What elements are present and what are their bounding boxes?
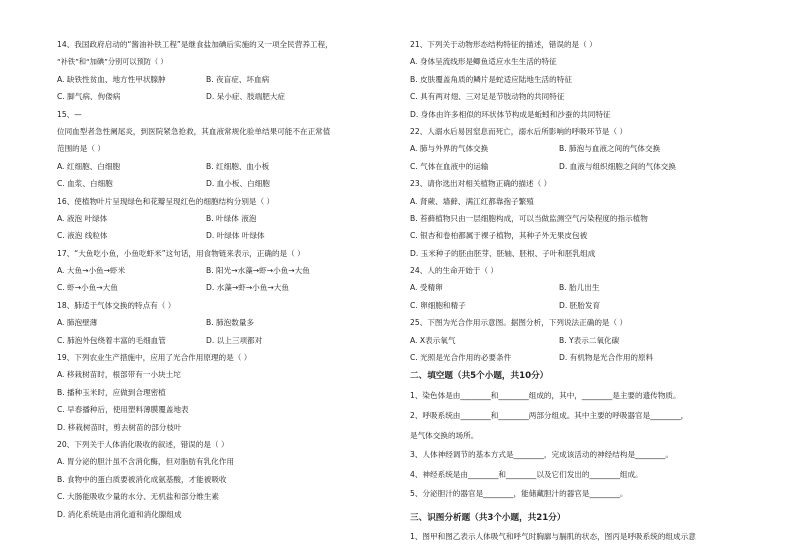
option-a: A. 身体呈流线形是鲫鱼适应水生生活的特征 bbox=[410, 57, 557, 67]
question-18-stem: 18、肺适于气体交换的特点有（ ） bbox=[57, 300, 176, 310]
option-a: A. 大鱼→小鱼→虾米 bbox=[57, 266, 126, 276]
option-d: D. 水藻→虾→小鱼→大鱼 bbox=[206, 283, 289, 293]
option-a: A. 胃分泌的胆汁虽不含消化酶，但对脂肪有乳化作用 bbox=[57, 457, 234, 467]
option-d: D. 以上三项都对 bbox=[206, 335, 263, 345]
option-c: C. 银杏和卷柏都属于裸子植物，其种子外无果皮包被 bbox=[410, 231, 588, 241]
question-16-options-row2 bbox=[57, 227, 397, 244]
option-c: C. 血浆、白细胞 bbox=[57, 179, 113, 189]
option-a: A. 红细胞、白细胞 bbox=[57, 161, 121, 171]
option-c: C. 卵细胞和精子 bbox=[410, 300, 466, 310]
option-b: B. 夜盲症、坏血病 bbox=[206, 74, 270, 84]
question-14-options-row1 bbox=[57, 71, 397, 88]
section-fill-in-title: 二、填空题（共5个小题，共10分） bbox=[410, 371, 549, 382]
option-b: B. Y表示二氧化碳 bbox=[559, 335, 620, 345]
option-c: C. 肺泡外包绕着丰富的毛细血管 bbox=[57, 335, 166, 345]
option-c: C. 气体在血液中的运输 bbox=[410, 161, 489, 171]
question-23-stem: 23、请你选出对相关植物正确的描述（ ） bbox=[410, 179, 552, 189]
option-c: C. 虾→小鱼→大鱼 bbox=[57, 283, 118, 293]
question-16-stem: 16、使植物叶片呈现绿色和花瓣呈现红色的细胞结构分别是（ ） bbox=[57, 196, 275, 206]
question-18-options-row2 bbox=[57, 332, 397, 349]
question-17-stem: 17、“大鱼吃小鱼，小鱼吃虾米”这句话，用食物链来表示，正确的是（ ） bbox=[57, 248, 305, 258]
right-column bbox=[410, 36, 755, 545]
option-d: D. 呆小症、肢端肥大症 bbox=[206, 92, 286, 102]
option-d: D. 移栽树苗时，剪去树苗的部分枝叶 bbox=[57, 422, 182, 432]
option-b: B. 阳光→水藻→虾→小鱼→大鱼 bbox=[206, 266, 310, 276]
option-d: D. 叶绿体 叶绿体 bbox=[206, 231, 265, 241]
fill-question-5: 5、分泌胆汁的器官是________，能储藏胆汁的器官是________。 bbox=[410, 489, 628, 499]
option-d: D. 消化系统是由消化道和消化腺组成 bbox=[57, 509, 182, 519]
option-d: D. 有机物是光合作用的原料 bbox=[559, 353, 654, 363]
option-b: B. 胎儿出生 bbox=[559, 283, 600, 293]
option-c: C. 早春播种后，使用塑料薄膜覆盖地表 bbox=[57, 405, 189, 415]
question-15-options-row1 bbox=[57, 158, 397, 175]
question-22-options-row2 bbox=[410, 158, 755, 175]
option-c: C. 具有两对翅、三对足是节肢动物的共同特征 bbox=[410, 92, 565, 102]
question-15-number: 15、— bbox=[57, 109, 82, 119]
option-c: C. 液泡 线粒体 bbox=[57, 231, 108, 241]
option-d: D. 玉米种子的胚由胚芽、胚轴、胚根、子叶和胚乳组成 bbox=[410, 248, 596, 258]
question-22-options-row1 bbox=[410, 140, 755, 157]
question-14-stem-2: “补铁”和“加碘”分别可以预防（ ） bbox=[57, 57, 168, 67]
option-d: D. 血小板、白细胞 bbox=[206, 179, 270, 189]
option-d: D. 胚胎发育 bbox=[559, 300, 601, 310]
fill-question-4: 4、神经系统是由________和________以及它们发出的________组成。 bbox=[410, 469, 643, 479]
spacer bbox=[410, 504, 755, 508]
question-24-options-row1 bbox=[410, 279, 755, 296]
fill-question-3: 3、人体神经调节的基本方式是________，完成该活动的神经结构是________。 bbox=[410, 450, 674, 460]
option-b: B. 肺泡数量多 bbox=[206, 318, 255, 328]
question-25-options-row1 bbox=[410, 332, 755, 349]
question-25-stem: 25、下图为光合作用示意图。据图分析，下列说法正确的是（ ） bbox=[410, 318, 628, 328]
question-17-options-row1 bbox=[57, 262, 397, 279]
question-15-stem-2: 范围的是（ ） bbox=[57, 144, 105, 154]
question-24-stem: 24、人的生命开始于（ ） bbox=[410, 266, 499, 276]
question-19-stem: 19、下列农业生产措施中，应用了光合作用原理的是（ ） bbox=[57, 353, 252, 363]
question-24-options-row2 bbox=[410, 297, 755, 314]
option-b: B. 食物中的蛋白质要被消化成氨基酸，才能被吸收 bbox=[57, 474, 227, 484]
option-a: A. X表示氧气 bbox=[410, 335, 456, 345]
figure-question-1: 1、图甲和图乙表示人体吸气和呼气时胸廓与膈肌的状态，图丙是呼吸系统的组成示意 bbox=[410, 531, 696, 541]
question-25-options-row2 bbox=[410, 349, 755, 366]
option-a: A. 缺铁性贫血、地方性甲状腺肿 bbox=[57, 74, 166, 84]
fill-question-1: 1、染色体是由________和________组成的，其中，________是主要的遗传物质。 bbox=[410, 391, 681, 401]
option-a: A. 肺与外界的气体交换 bbox=[410, 144, 489, 154]
question-16-options-row1 bbox=[57, 210, 397, 227]
option-a: A. 液泡 叶绿体 bbox=[57, 213, 108, 223]
left-column bbox=[57, 36, 397, 523]
fill-question-2-cont: 是气体交换的场所。 bbox=[410, 430, 479, 440]
option-d: D. 血液与组织细胞之间的气体交换 bbox=[559, 161, 676, 171]
question-22-stem: 22、人溺水后易因窒息而死亡，溺水后所影响的呼吸环节是（ ） bbox=[410, 126, 628, 136]
question-21-stem: 21、下列关于动物形态结构特征的描述，错误的是（ ） bbox=[410, 40, 597, 49]
question-20-stem: 20、下列关于人体消化吸收的叙述，错误的是（ ） bbox=[57, 439, 229, 449]
option-b: B. 肺泡与血液之间的气体交换 bbox=[559, 144, 661, 154]
fill-question-2: 2、呼吸系统由________和________两部分组成。其中主要的呼吸器官是________， bbox=[410, 411, 689, 421]
option-d: D. 身体由许多相似的环状体节构成是蚯蚓和沙蚕的共同特征 bbox=[410, 109, 611, 119]
option-c: C. 脚气病、佝偻病 bbox=[57, 92, 121, 102]
question-15-stem: 位同血型者急性阑尾炎，到医院紧急抢救，其血液常规化验单结果可能不在正常值 bbox=[57, 126, 331, 136]
question-17-options-row2 bbox=[57, 279, 397, 296]
question-14-options-row2 bbox=[57, 88, 397, 105]
option-b: B. 苔藓植物只由一层细胞构成，可以当做监测空气污染程度的指示植物 bbox=[410, 213, 648, 223]
question-15-options-row2 bbox=[57, 175, 397, 192]
section-figure-analysis-title: 三、识图分析题（共3个小题，共21分） bbox=[410, 512, 566, 523]
option-c: C. 大肠能吸收少量的水分、无机盐和部分维生素 bbox=[57, 492, 220, 502]
option-a: A. 肾蕨、墙藓、满江红都靠孢子繁殖 bbox=[410, 196, 534, 206]
option-b: B. 叶绿体 液泡 bbox=[206, 213, 257, 223]
option-a: A. 受精卵 bbox=[410, 283, 443, 293]
option-b: B. 皮肤覆盖角质的鳞片是蛇适应陆地生活的特征 bbox=[410, 74, 572, 84]
option-b: B. 红细胞、血小板 bbox=[206, 161, 270, 171]
option-c: C. 光照是光合作用的必要条件 bbox=[410, 353, 512, 363]
question-14-stem: 14、我国政府启动的“酱油补铁工程”是继食盐加碘后实施的又一项全民营养工程， bbox=[57, 40, 333, 49]
option-a: A. 肺泡壁薄 bbox=[57, 318, 98, 328]
option-a: A. 移栽树苗时，根部带有一小块土坨 bbox=[57, 370, 181, 380]
option-b: B. 播种玉米时，应做到合理密植 bbox=[57, 387, 166, 397]
question-18-options-row1 bbox=[57, 314, 397, 331]
